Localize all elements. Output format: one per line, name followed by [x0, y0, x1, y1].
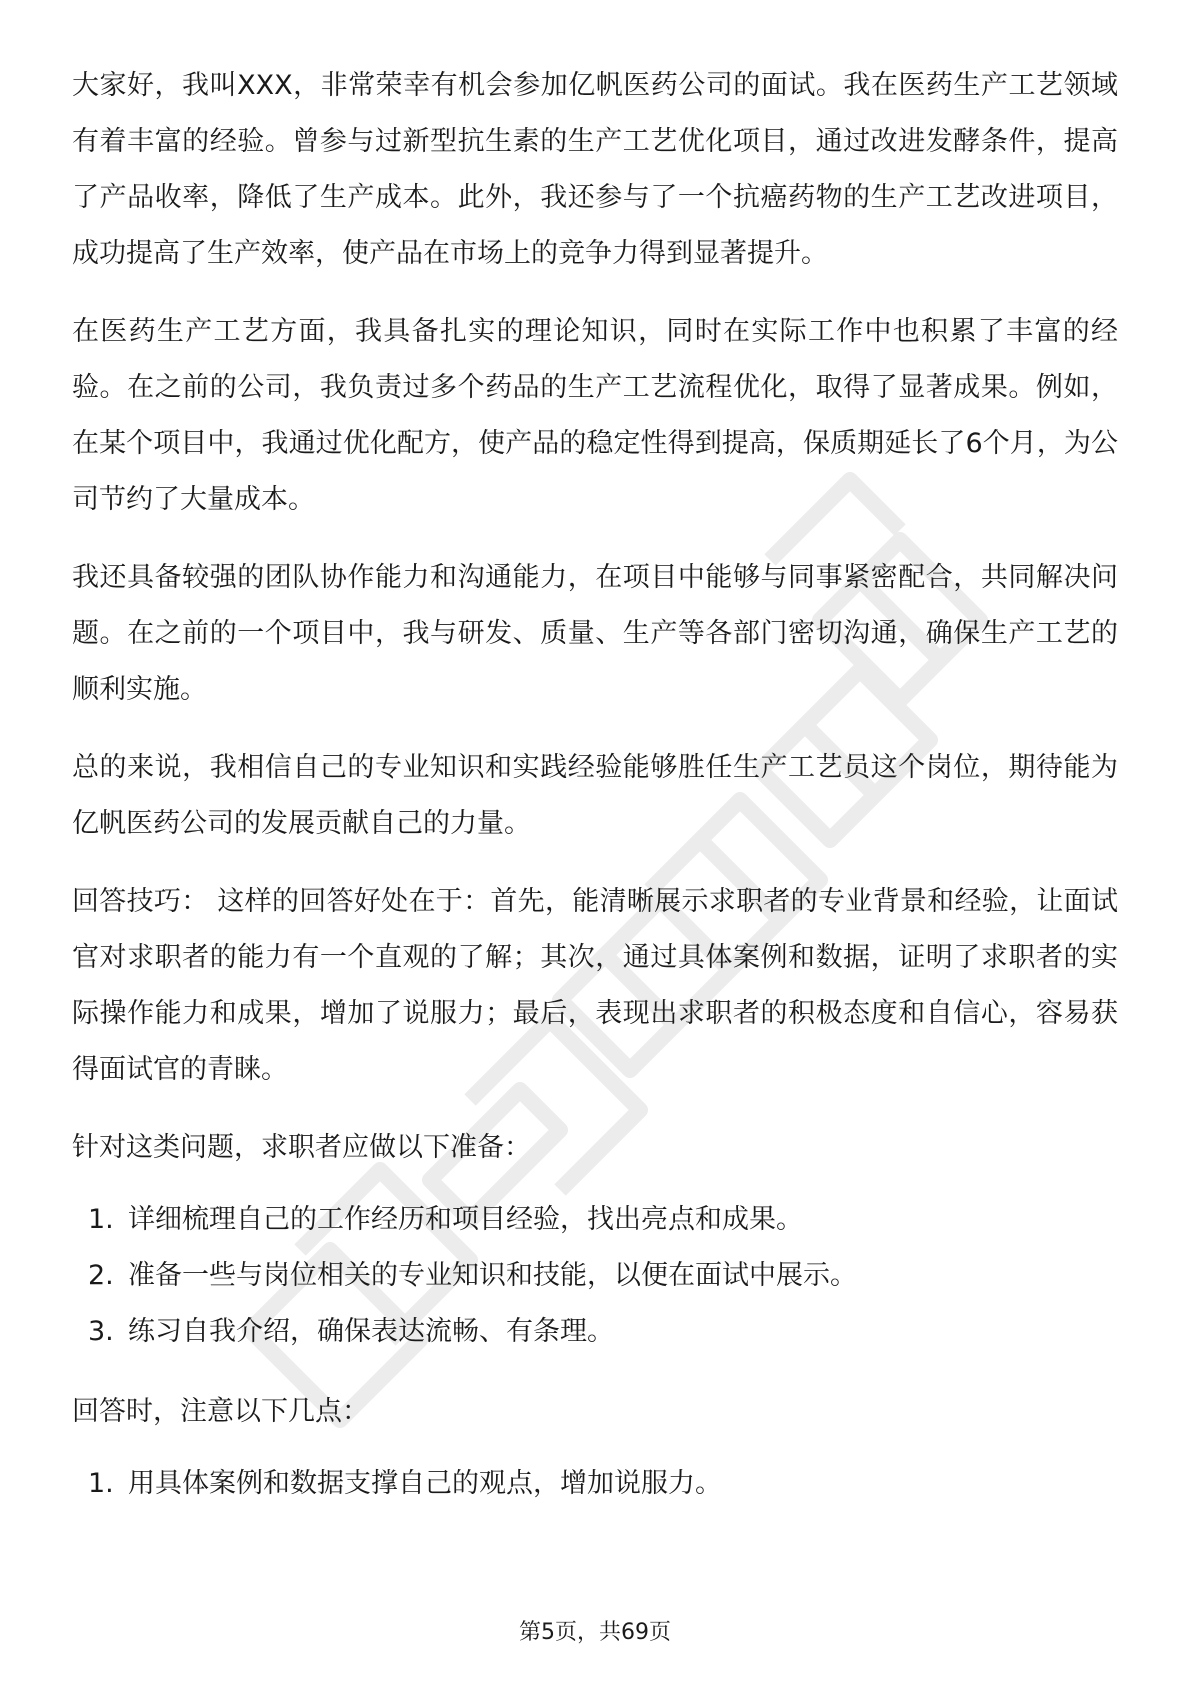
list-text: 练习自我介绍，确保表达流畅、有条理。: [128, 1316, 614, 1347]
page-footer: 第5页，共69页: [519, 1620, 671, 1645]
list-item: [88, 1304, 1118, 1360]
list-text: 用具体案例和数据支撑自己的观点，增加说服力。: [128, 1468, 722, 1499]
document-body: [72, 58, 1118, 1536]
paragraph-teamwork: 我还具备较强的团队协作能力和沟通能力，在项目中能够与同事紧密配合，共同解决问题。在之前的一个项目中，我与研发、质量、生产等各部门密切沟通，确保生产工艺的顺利实施。: [72, 562, 1118, 705]
paragraph-attention-heading: 回答时，注意以下几点：: [72, 1396, 369, 1427]
list-item: [88, 1248, 1118, 1304]
list-number: 3.: [88, 1316, 114, 1347]
paragraph-intro: 大家好，我叫XXX，非常荣幸有机会参加亿帆医药公司的面试。我在医药生产工艺领域有着丰富的经验。曾参与过新型抗生素的生产工艺优化项目，通过改进发酵条件，提高了产品收率，降低了生产成本。此外，我还参与了一个抗癌药物的生产工艺改进项目，成功提高了生产效率，使产品在市场上的竞争力得到显著提升。: [72, 70, 1118, 269]
list-number: 2.: [88, 1260, 114, 1291]
attention-list: [72, 1456, 1118, 1512]
list-number: 1.: [88, 1468, 114, 1499]
paragraph-experience: 在医药生产工艺方面，我具备扎实的理论知识，同时在实际工作中也积累了丰富的经验。在之前的公司，我负责过多个药品的生产工艺流程优化，取得了显著成果。例如，在某个项目中，我通过优化配方，使产品的稳定性得到提高，保质期延长了6个月，为公司节约了大量成本。: [72, 316, 1118, 515]
list-number: 1.: [88, 1204, 114, 1235]
list-item: [88, 1456, 1118, 1512]
prep-list: [72, 1192, 1118, 1360]
paragraph-summary: 总的来说，我相信自己的专业知识和实践经验能够胜任生产工艺员这个岗位，期待能为亿帆医药公司的发展贡献自己的力量。: [72, 752, 1118, 839]
list-item: [88, 1192, 1118, 1248]
paragraph-prep-heading: 针对这类问题，求职者应做以下准备：: [72, 1132, 531, 1163]
paragraph-tips: 回答技巧： 这样的回答好处在于：首先，能清晰展示求职者的专业背景和经验，让面试官对求职者的能力有一个直观的了解；其次，通过具体案例和数据，证明了求职者的实际操作能力和成果，增加了说服力；最后，表现出求职者的积极态度和自信心，容易获得面试官的青睐。: [72, 886, 1118, 1085]
list-text: 详细梳理自己的工作经历和项目经验，找出亮点和成果。: [128, 1204, 803, 1235]
list-text: 准备一些与岗位相关的专业知识和技能，以便在面试中展示。: [128, 1260, 857, 1291]
